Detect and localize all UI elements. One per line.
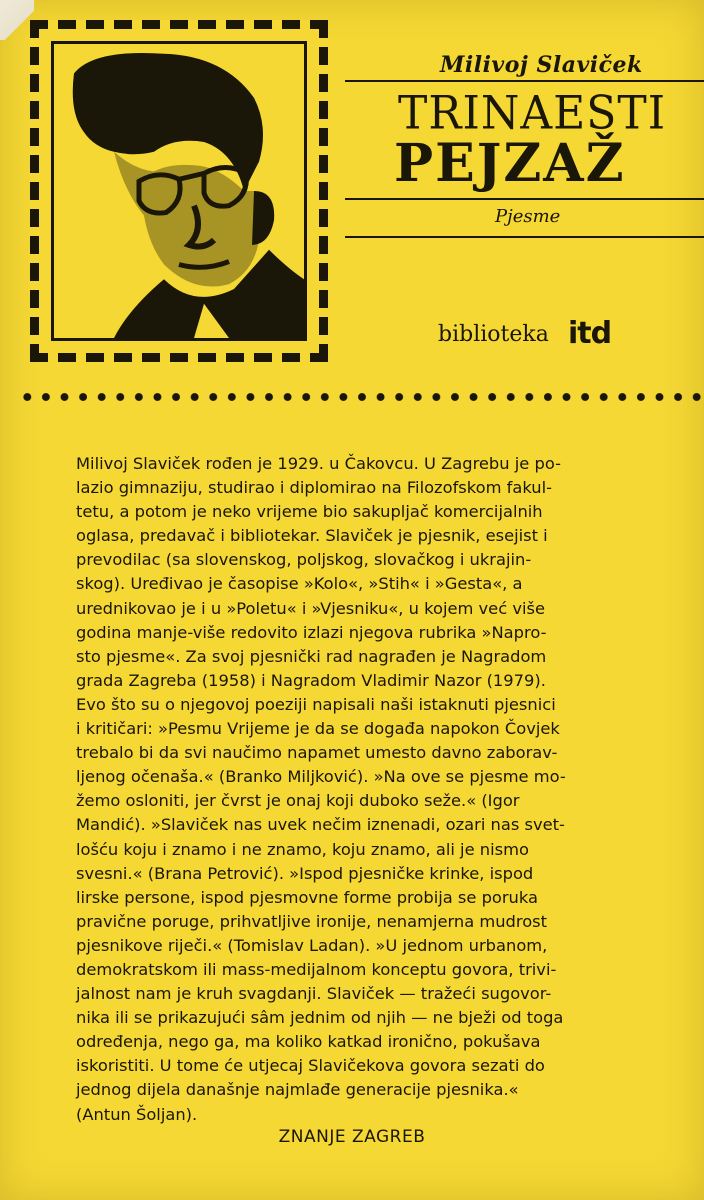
bio-line: iskoristiti. U tome će utjecaj Slavičekova govora sezati do [76, 1056, 545, 1076]
bio-line: lošću koju i znamo i ne znamo, koju znamo, ali je nismo [76, 839, 529, 859]
bio-line: demokratskom ili mass-medijalnom konceptu govora, trivi- [76, 959, 557, 979]
book-title-line-1: TRINAESTI [398, 86, 667, 141]
bio-line: nika ili se prikazujući sâm jednim od njih — ne bježi od toga [76, 1008, 564, 1028]
bio-line: svesni.« (Brana Petrović). »Ispod pjesničke krinke, ispod [76, 863, 534, 883]
bio-line: urednikovao je i u »Poletu« i »Vjesniku«, u kojem već više [76, 598, 545, 618]
bio-line: pravične poruge, prihvatljive ironije, nenamjerna mudrost [76, 911, 548, 931]
bio-line: (Antun Šoljan). [76, 1104, 198, 1124]
bio-line: prevodilac (sa slovenskog, poljskog, slovačkog i ukrajin- [76, 550, 532, 570]
series-label: biblioteka [438, 322, 549, 347]
bio-line: skog). Uređivao je časopise »Kolo«, »Stih« i »Gesta«, a [76, 574, 523, 594]
author-portrait [51, 41, 307, 341]
dotted-separator [18, 390, 704, 404]
subtitle-rule [345, 236, 704, 238]
bio-line: i kritičari: »Pesmu Vrijeme je da se događa napokon Čovjek [76, 719, 560, 739]
bio-line: ljenog očenaša.« (Branko Miljković). »Na ove se pjesme mo- [76, 767, 566, 787]
book-title-line-2: PEJZAŽ [394, 133, 626, 194]
torn-corner [0, 0, 34, 40]
bio-line: trebalo bi da svi naučimo napamet umesto davno zaborav- [76, 743, 558, 763]
title-rule-bottom [345, 198, 704, 200]
bio-line: Mandić). »Slaviček nas uvek nečim iznenadi, ozari nas svet- [76, 815, 565, 835]
author-portrait-image [54, 44, 304, 338]
bio-line: žemo osloniti, jer čvrst je onaj koji duboko seže.« (Igor [76, 791, 520, 811]
bio-line: određenja, nego ga, ma koliko katkad ironično, pokušava [76, 1032, 541, 1052]
series-logo: itd [568, 316, 612, 351]
book-subtitle: Pjesme [495, 206, 561, 227]
bio-line: Evo što su o njegovoj poeziji napisali naši istaknuti pjesnici [76, 694, 556, 714]
title-rule-top [345, 80, 704, 82]
bio-line: pjesnikove riječi.« (Tomislav Ladan). »U jednom urbanom, [76, 935, 548, 955]
publisher-name: ZNANJE ZAGREB [278, 1127, 426, 1147]
author-name: Milivoj Slaviček [440, 52, 643, 78]
author-biography [76, 452, 696, 1127]
author-portrait-frame [30, 20, 328, 362]
bio-line: tetu, a potom je neko vrijeme bio sakupljač komercijalnih [76, 502, 543, 522]
bio-line: lirske persone, ispod pjesmovne forme probija se poruka [76, 887, 538, 907]
bio-line: Milivoj Slaviček rođen je 1929. u Čakovcu. U Zagrebu je po- [76, 454, 561, 473]
bio-line: godina manje-više redovito izlazi njegova rubrika »Napro- [76, 622, 547, 642]
bio-line: sto pjesme«. Za svoj pjesnički rad nagrađen je Nagradom [76, 646, 547, 666]
bio-line: jalnost nam je kruh svagdanji. Slaviček — tražeći sugovor- [76, 984, 552, 1004]
bio-line: lazio gimnaziju, studirao i diplomirao na Filozofskom fakul- [76, 478, 552, 498]
bio-line: jednog dijela današnje najmlađe generacije pjesnika.« [76, 1080, 519, 1100]
bio-line: grada Zagreba (1958) i Nagradom Vladimir Nazor (1979). [76, 670, 546, 690]
bio-line: oglasa, predavač i bibliotekar. Slaviček je pjesnik, esejist i [76, 526, 548, 546]
